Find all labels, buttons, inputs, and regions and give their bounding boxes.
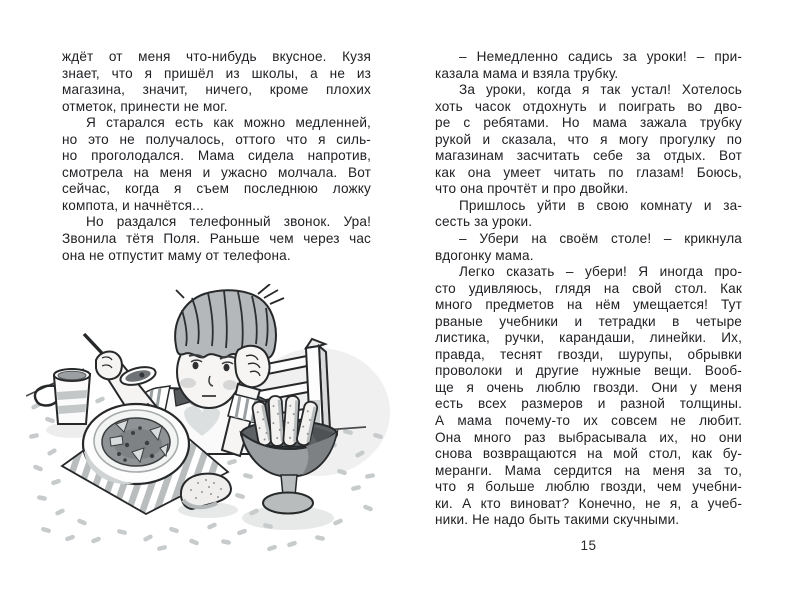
text-line: но это не получалось, оттого что я силь-: [62, 131, 371, 147]
text-line: ждёт от меня что-нибудь вкусное. Кузя: [62, 49, 371, 64]
text-line: хоть часок отдохнуть и поиграть во дво-: [435, 98, 742, 114]
text-line: проволоки и другие нужные вещи. Вооб-: [435, 363, 742, 379]
text-line: ники. Не надо быть такими скучными.: [435, 512, 680, 528]
text-line: магазинам засчитать себе за отдых. Вот: [435, 148, 742, 164]
text-line: вдогонку мама.: [435, 247, 534, 263]
text-line: есть всех размеров и разной толщины.: [435, 396, 742, 412]
text-line: сесть за уроки.: [435, 214, 533, 230]
left-page: [62, 49, 371, 264]
text-line: как она умеет читать по глазам! Боюсь,: [435, 164, 742, 180]
text-line: Я старался есть как можно медленней,: [86, 115, 371, 131]
text-line: правда, теснят гвозди, шурупы, обрывки: [435, 346, 742, 362]
text-line: Пришлось уйти в свою комнату и за-: [459, 197, 742, 213]
text-line: Звонила тётя Поля. Раньше чем через час: [62, 231, 371, 247]
text-line: что она прочтёт и про двойки.: [435, 181, 629, 197]
right-page: [435, 49, 742, 529]
text-line: она не отпустит маму от телефона.: [62, 247, 291, 263]
text-line: ки. А кто виноват? Конечно, не я, а учеб-: [435, 495, 742, 511]
text-line: А мама почему-то их совсем не любит.: [435, 413, 742, 429]
page-number: 15: [580, 538, 597, 553]
text-line: смотрела на меня и ужасно молчала. Вот: [62, 164, 371, 180]
text-line: много предметов на нём умещается! Тут: [435, 297, 742, 313]
text-line: Но раздался телефонный звонок. Ура!: [86, 214, 371, 230]
text-line: меранги. Мама сердится на меня за то,: [435, 462, 742, 478]
soup-plate: [83, 404, 189, 484]
text-line: казала мама и взяла трубку.: [435, 65, 619, 81]
text-line: отметок, принести не мог.: [62, 98, 228, 114]
text-line: магазина, значит, ничего, кроме плохих: [62, 82, 371, 98]
text-line: – Немедленно садись за уроки! – при-: [459, 49, 742, 64]
text-line: рукой и сказала, что я могу прогулку по: [435, 131, 742, 147]
text-line: рваные учебники и тетрадки в четыре: [435, 313, 742, 329]
text-line: снова возвращаются на мой стол, как бу-: [435, 446, 742, 462]
mug: [35, 369, 90, 424]
text-line: что я больше люблю гвозди, чем учебни-: [435, 479, 742, 495]
text-line: Она много раз выбрасывала их, но они: [435, 429, 742, 445]
text-line: листика, ручки, карандаши, линейки. Их,: [435, 330, 742, 346]
text-line: ще я очень люблю гвозди. Они у меня: [435, 379, 742, 395]
illustration-boy-eating-soup: [26, 284, 394, 568]
text-line: но проголодался. Мама сидела напротив,: [62, 148, 371, 164]
text-line: сто удивляюсь, глядя на свой стол. Как: [435, 280, 742, 296]
text-line: За уроки, когда я так устал! Хотелось: [459, 82, 742, 98]
text-line: сейчас, когда я съем последнюю ложку: [62, 181, 371, 197]
boy-hair: [175, 284, 284, 358]
text-line: ре с ребятами. Но мама зажала трубку: [435, 115, 742, 131]
text-line: Легко сказать – убери! Я иногда про-: [459, 264, 742, 280]
text-line: компота, и начнётся...: [62, 197, 204, 213]
text-line: знает, что я пришёл из школы, а не из: [62, 65, 371, 81]
text-line: – Убери на своём столе! – крикнула: [459, 231, 742, 247]
